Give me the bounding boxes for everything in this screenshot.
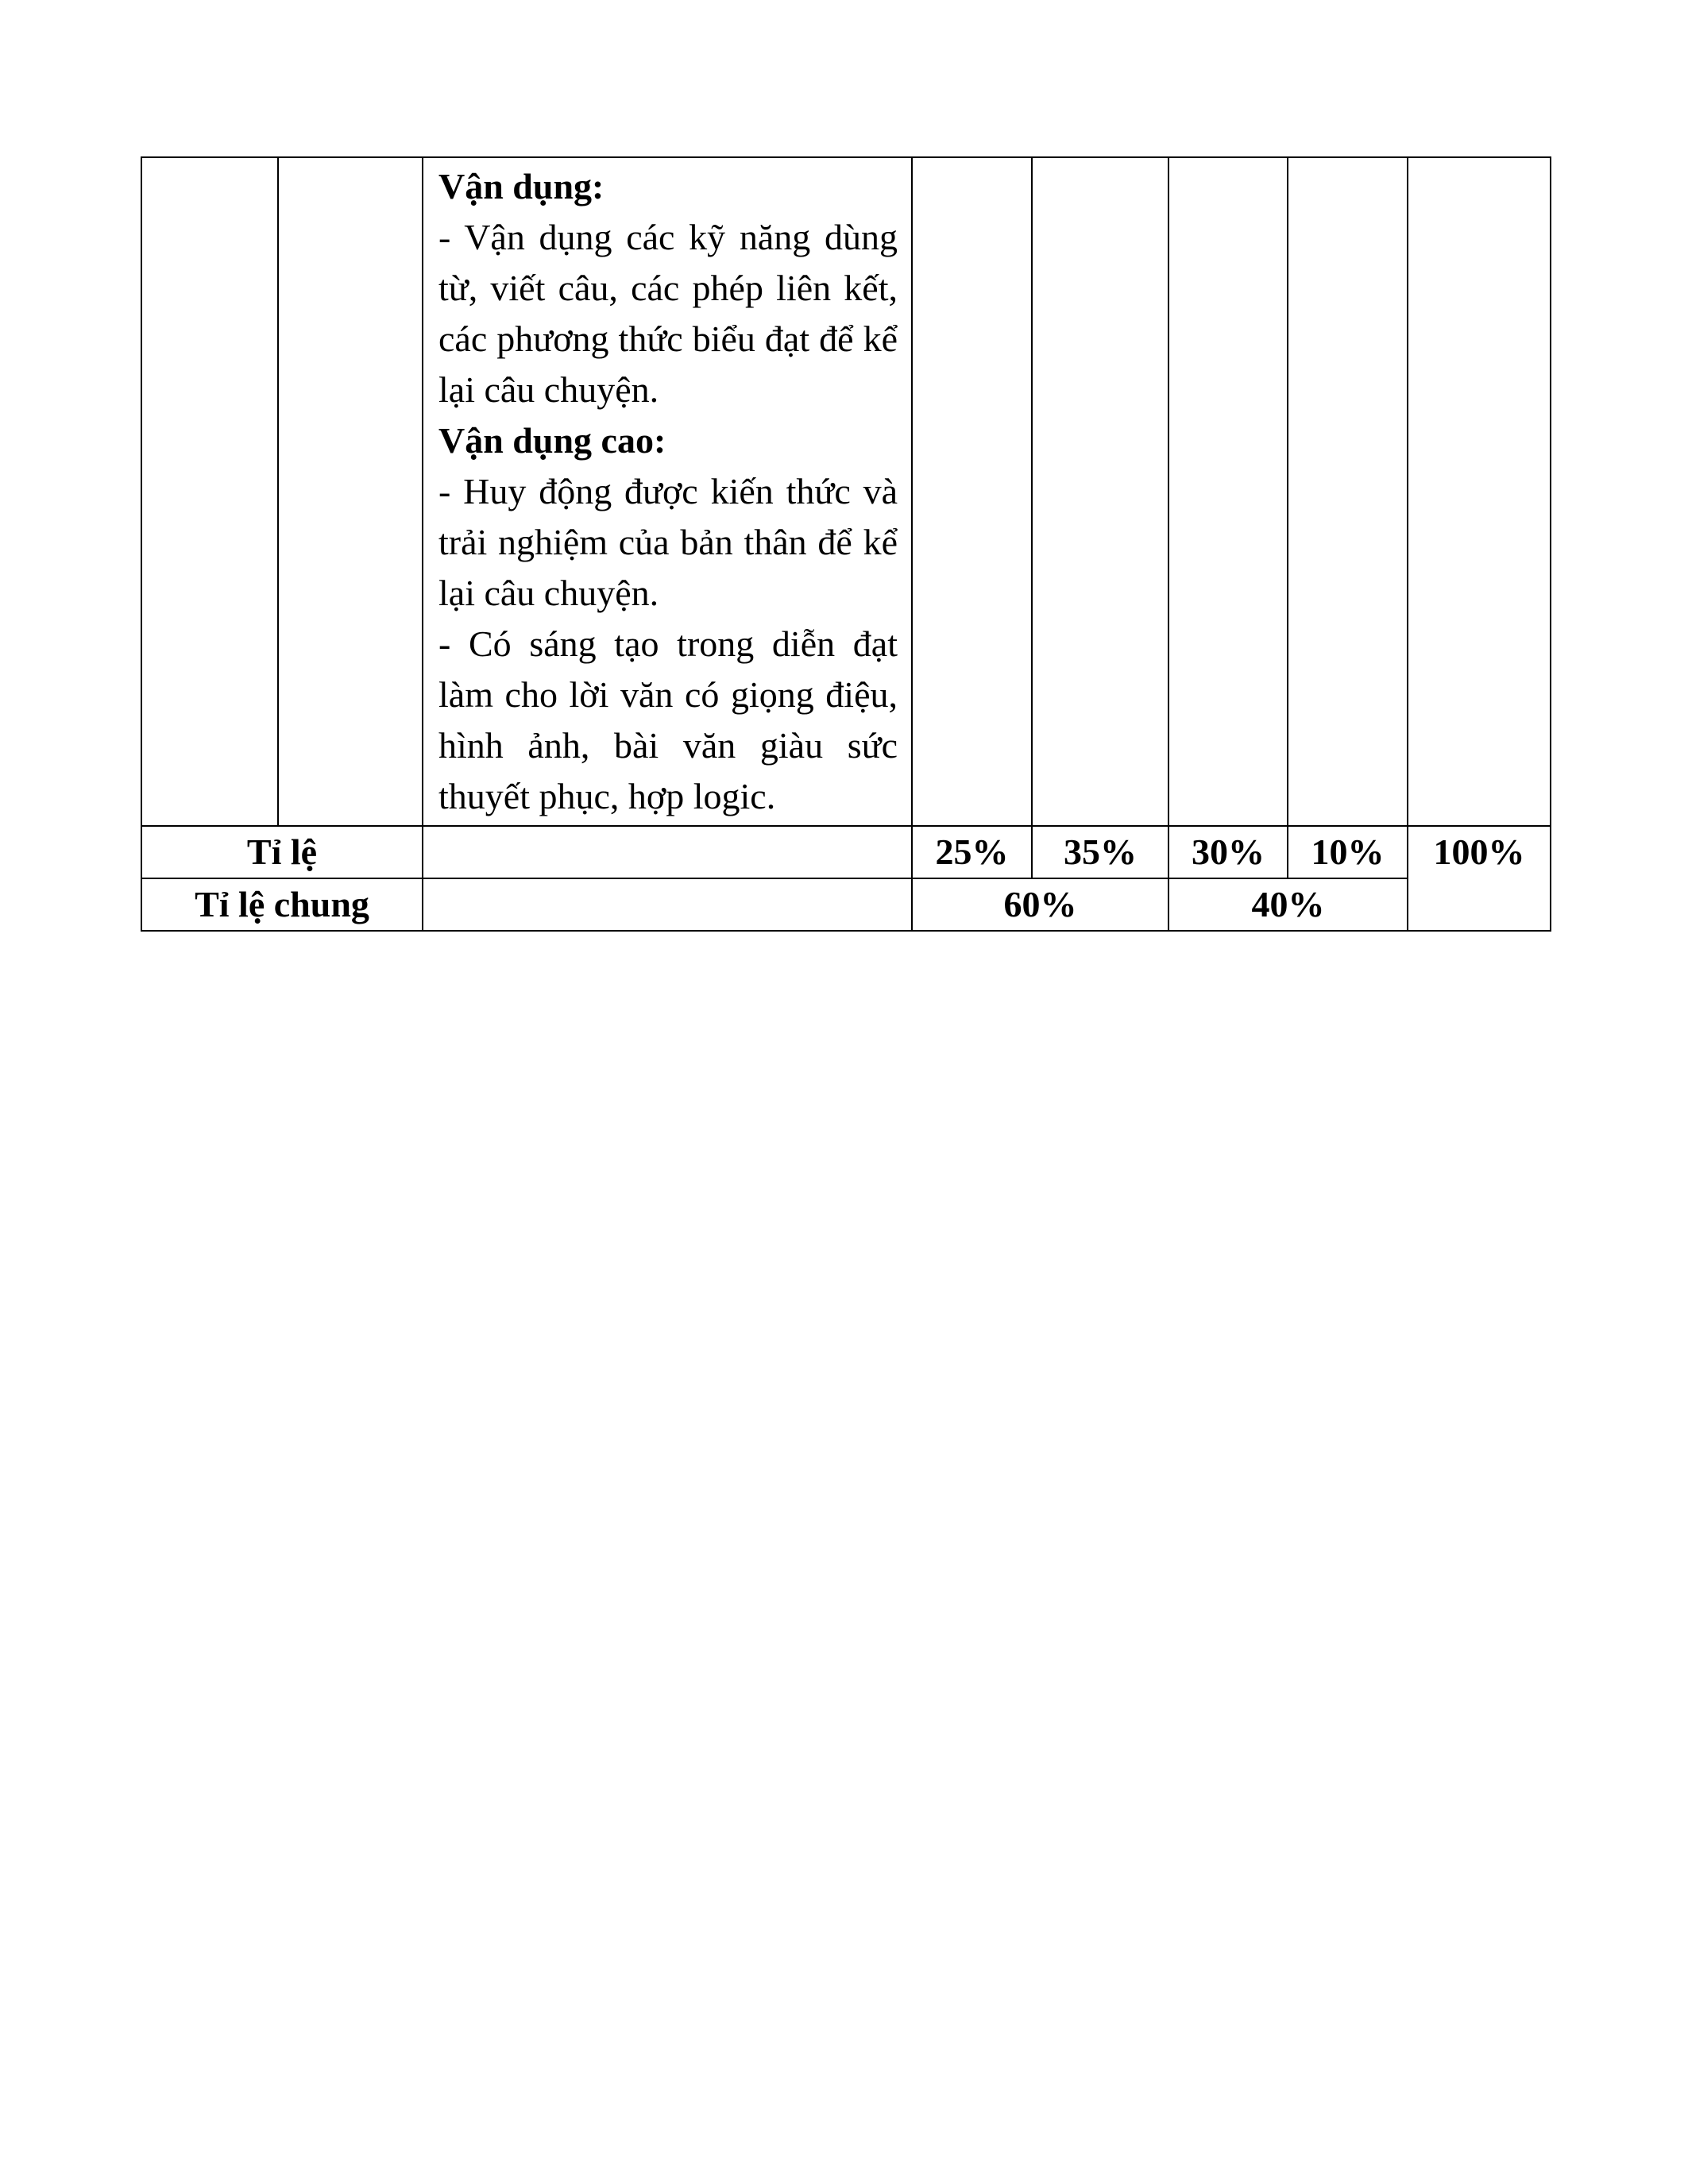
rate-empty-cell [423, 826, 912, 878]
requirement-cell [423, 157, 912, 826]
high-apply-item: - Có sáng tạo trong diễn đạt làm cho lời văn có giọng điệu, hình ảnh, bài văn giàu sức thuyết phục, hợp logic. [438, 623, 898, 816]
count-cell-total [1408, 157, 1551, 826]
apply-text: - Vận dụng các kỹ năng dùng từ, viết câu, các phép liên kết, các phương thức biểu đạt để kể lại câu chuyện. [438, 217, 898, 410]
overall-label: Tỉ lệ chung [141, 878, 423, 931]
content-cell [278, 157, 423, 826]
count-cell-application [1168, 157, 1288, 826]
topic-cell [141, 157, 278, 826]
rate-total: 100% [1408, 826, 1551, 931]
rate-row [141, 826, 1551, 878]
high-apply-heading: Vận dụng cao: [438, 420, 666, 461]
specification-table [141, 156, 1551, 932]
content-row [141, 157, 1551, 826]
rate-label: Tỉ lệ [141, 826, 423, 878]
high-apply-item: - Huy động được kiến thức và trải nghiệm của bản thân để kể lại câu chuyện. [438, 471, 898, 613]
overall-high-levels: 40% [1168, 878, 1408, 931]
rate-recognition: 25% [912, 826, 1032, 878]
count-cell-high-application [1288, 157, 1408, 826]
overall-row [141, 878, 1551, 931]
rate-understanding: 35% [1032, 826, 1168, 878]
count-cell-recognition [912, 157, 1032, 826]
count-cell-understanding [1032, 157, 1168, 826]
rate-application: 30% [1168, 826, 1288, 878]
overall-empty-cell [423, 878, 912, 931]
apply-heading: Vận dụng: [438, 166, 605, 206]
rate-high-application: 10% [1288, 826, 1408, 878]
overall-low-levels: 60% [912, 878, 1168, 931]
